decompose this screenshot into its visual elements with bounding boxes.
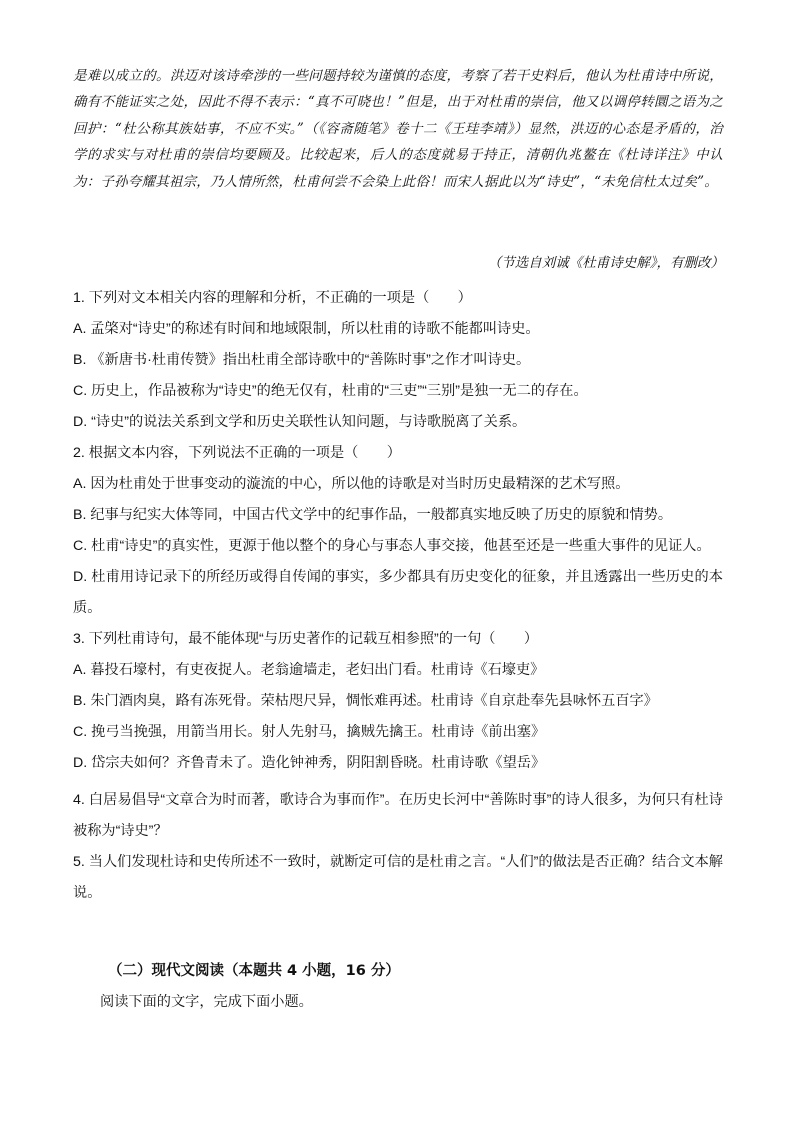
question-stem: 4. 白居易倡导“文章合为时而著，歌诗合为事而作”。在历史长河中“善陈时事”的诗人很多，为何只有杜诗被称为“诗史”？ [73, 792, 723, 839]
option-c: C. 历史上，作品被称为“诗史”的绝无仅有，杜甫的“三吏”“三别”是独一无二的存在。 [73, 383, 588, 399]
passage-source: （节选自刘诚《杜甫诗史解》，有删改） [487, 255, 724, 271]
option-b: B. 朱门酒肉臭，路有冻死骨。荣枯咫尺异，惆怅难再述。杜甫诗《自京赴奉先县咏怀五百字》 [73, 693, 658, 709]
option-a: A. 因为杜甫处于世事变动的漩流的中心，所以他的诗歌是对当时历史最精深的艺术写照。 [73, 476, 630, 492]
option-a: A. 暮投石壕村，有吏夜捉人。老翁逾墙走，老妇出门看。杜甫诗《石壕吏》 [73, 662, 545, 678]
question-stem: 5. 当人们发现杜诗和史传所述不一致时，就断定可信的是杜甫之言。“人们”的做法是否正确？结合文本解说。 [73, 854, 723, 901]
option-d: D. 岱宗夫如何？齐鲁青未了。造化钟神秀，阴阳割昏晓。杜甫诗歌《望岳》 [73, 755, 546, 771]
question-1 [73, 283, 723, 438]
reading-passage [73, 63, 723, 195]
question-3 [73, 624, 723, 779]
question-5 [73, 847, 723, 909]
option-d: D. 杜甫用诗记录下的所经历或得自传闻的事实，多少都具有历史变化的征象，并且透露出一些历史的本质。 [73, 569, 723, 616]
option-b: B. 《新唐书·杜甫传赞》指出杜甫全部诗歌中的“善陈时事”之作才叫诗史。 [73, 352, 531, 368]
question-2 [73, 438, 723, 624]
section-instruction: 阅读下面的文字，完成下面小题。 [100, 994, 313, 1010]
question-stem: 1. 下列对文本相关内容的理解和分析，不正确的一项是（ ） [73, 290, 472, 306]
option-b: B. 纪事与纪实大体等同，中国古代文学中的纪事作品，一般都真实地反映了历史的原貌和情势。 [73, 507, 673, 523]
option-d: D. “诗史”的说法关系到文学和历史关联性认知问题，与诗歌脱离了关系。 [73, 414, 527, 430]
option-c: C. 杜甫“诗史”的真实性，更源于他以整个的身心与事态人事交接，他甚至还是一些重大事件的见证人。 [73, 538, 711, 554]
option-a: A. 孟棨对“诗史”的称述有时间和地域限制，所以杜甫的诗歌不能都叫诗史。 [73, 321, 540, 337]
passage-paragraph: 是难以成立的。洪迈对该诗牵涉的一些问题持较为谨慎的态度，考察了若干史料后，他认为杜甫诗中所说，确有不能证实之处，因此不得不表示：“真不可晓也！”但是，出于对杜甫的崇信，他又以调停转圜之语为之回护：“杜公称其族姑事，不应不实。”（《容斋随笔》卷十二《王珪李靖》）显然，洪迈的心态是矛盾的，治学的求实与对杜甫的崇信均要顾及。比较起来，后人的态度就易于持正，清朝仇兆鳌在《杜诗详注》中认为：子孙夸耀其祖宗，乃人情所然，杜甫何尝不会染上此俗！而宋人据此以为“诗史”，“未免信杜太过矣”。 [73, 68, 723, 190]
option-c: C. 挽弓当挽强，用箭当用长。射人先射马，擒贼先擒王。杜甫诗《前出塞》 [73, 724, 546, 740]
question-stem: 3. 下列杜甫诗句，最不能体现“与历史著作的记载互相参照”的一句（ ） [73, 631, 539, 647]
question-4 [73, 785, 723, 847]
section-heading: （二）现代文阅读（本题共 4 小题，16 分） [108, 963, 400, 979]
question-list [73, 283, 723, 909]
question-stem: 2. 根据文本内容，下列说法不正确的一项是（ ） [73, 445, 401, 461]
